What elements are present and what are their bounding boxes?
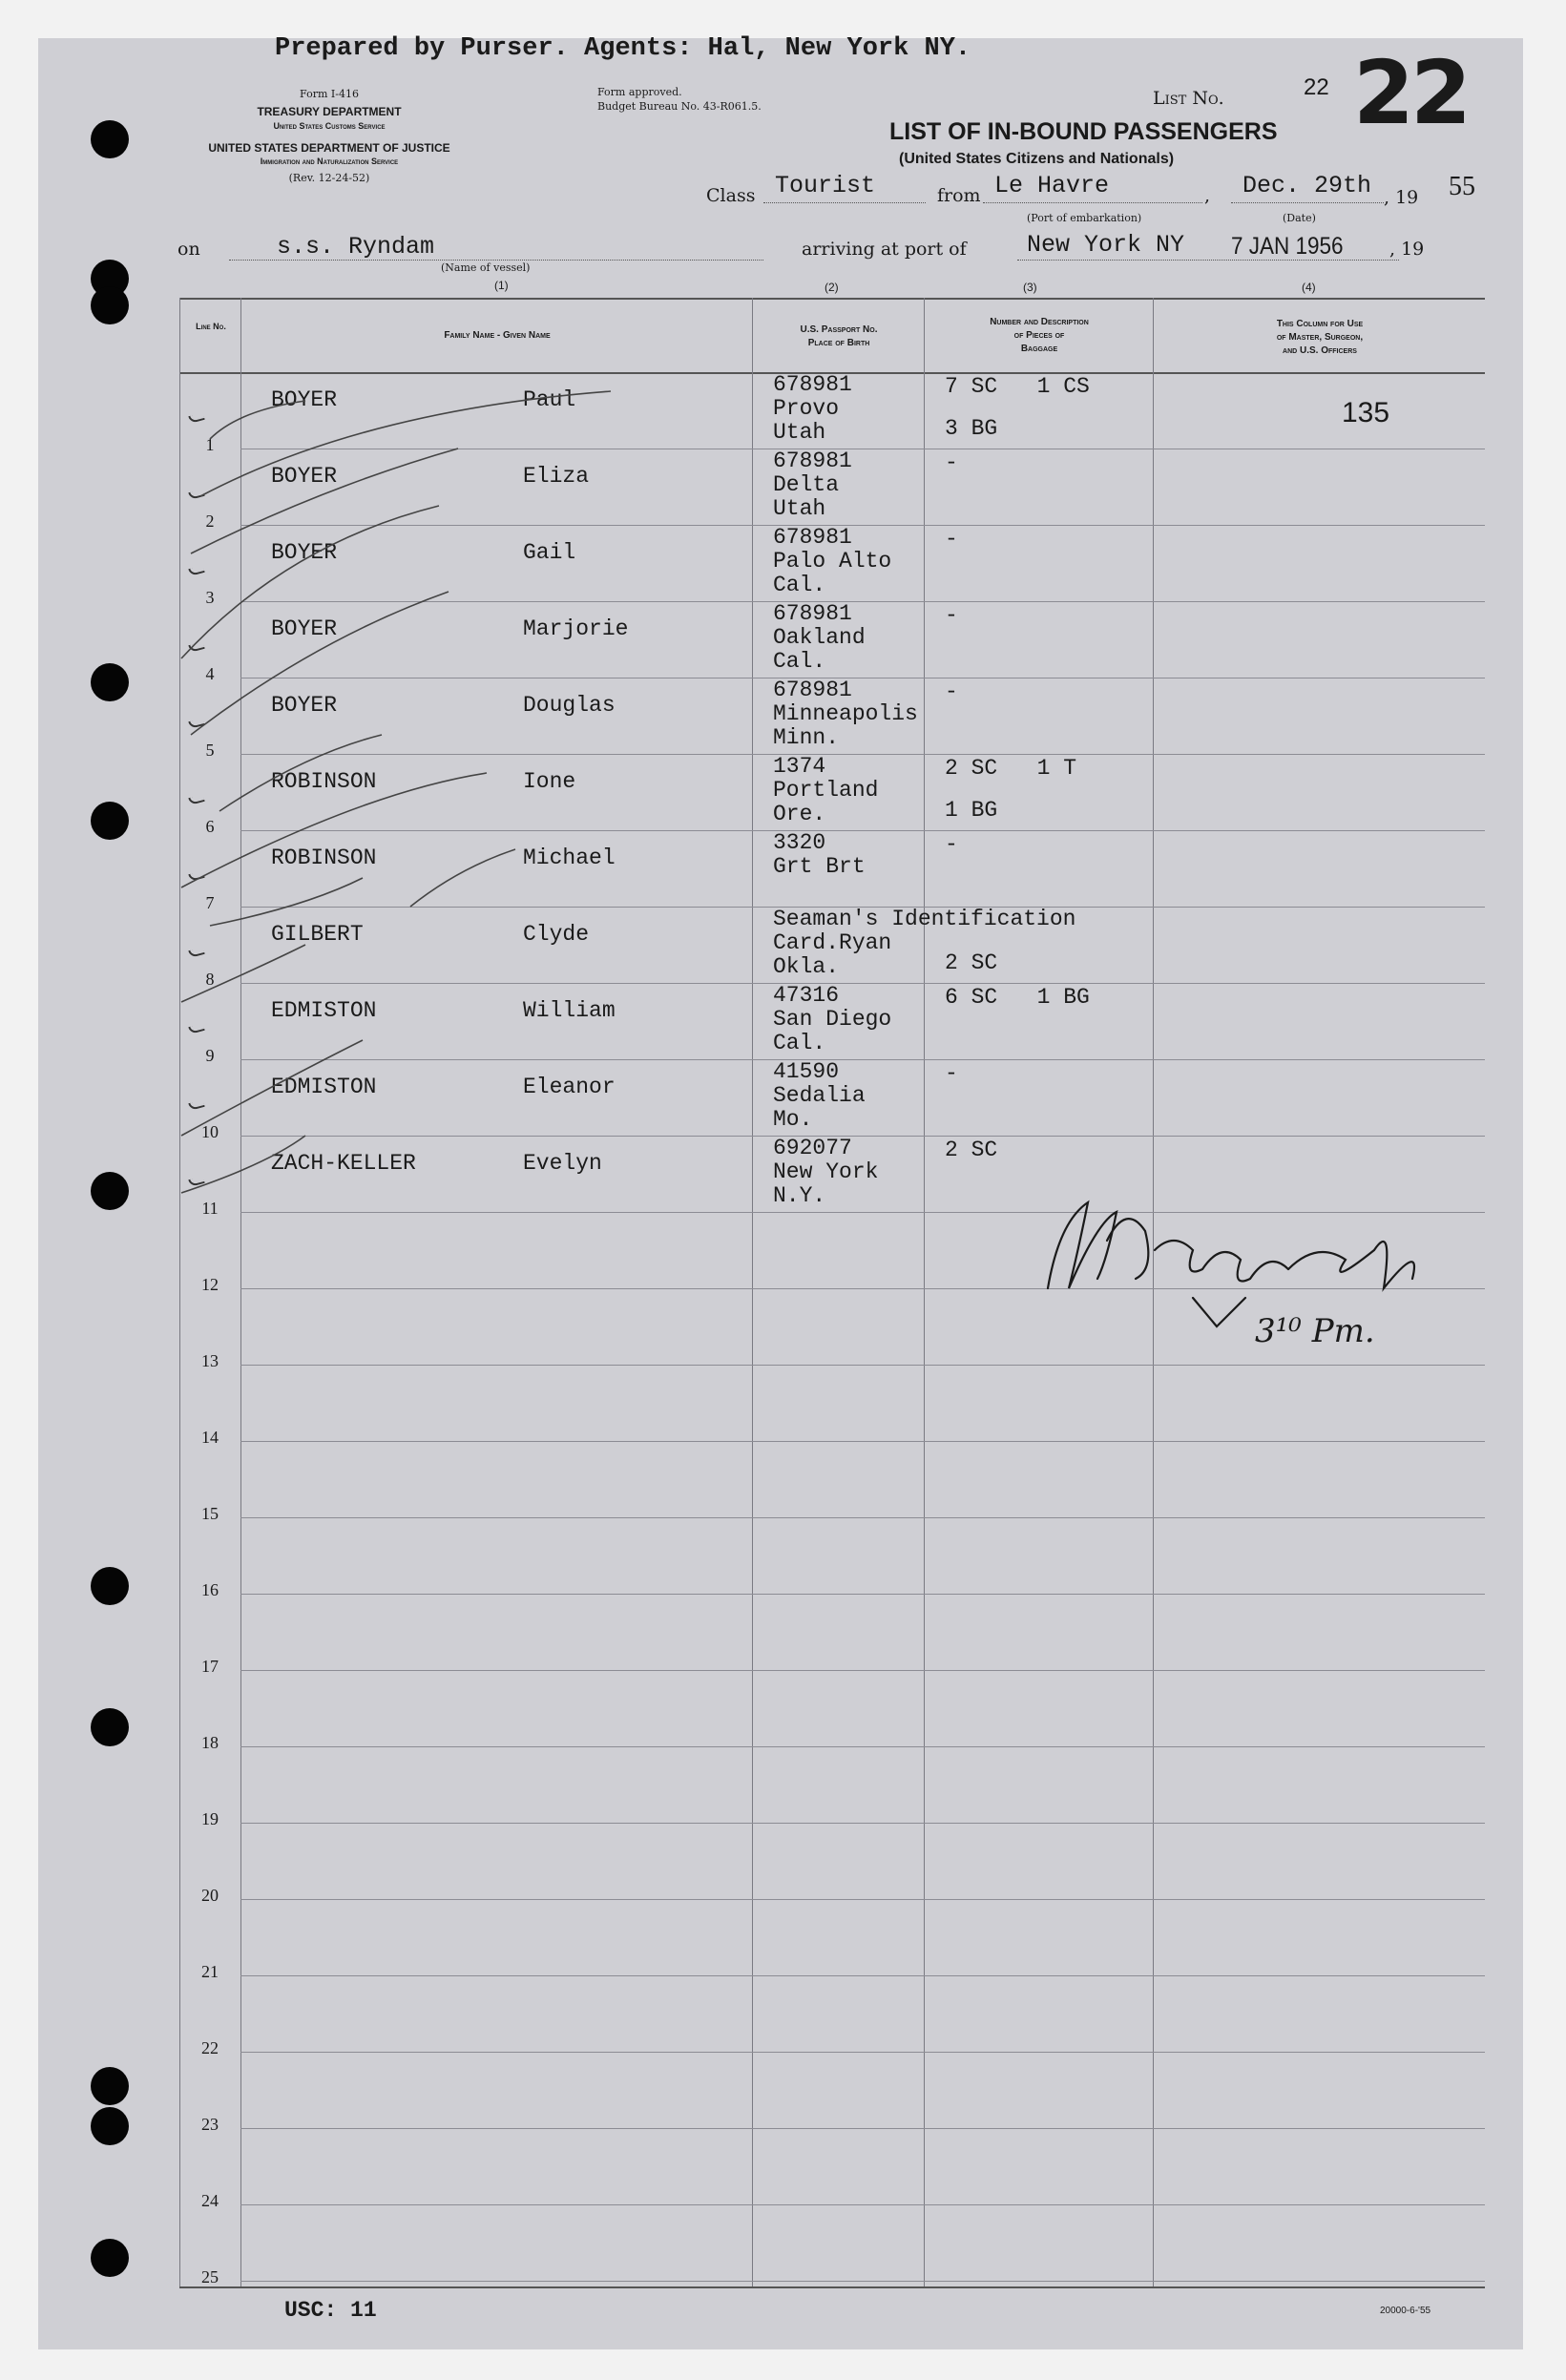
place-of-birth: Mo. [773,1107,813,1132]
line-number: 18 [201,1733,219,1752]
line-number: 7 [205,893,215,912]
row-rule [240,2204,1485,2205]
baggage-description: 2 SC [945,950,998,975]
list-no-stamp: 22 [1353,42,1469,144]
row-rule [240,1746,1485,1747]
column-number-3: (3) [1023,281,1037,294]
place-of-birth: Provo [773,396,840,421]
punch-hole [91,1567,129,1605]
given-name: Douglas [523,693,616,718]
line-number: 13 [201,1351,219,1370]
usc-code: USC: 11 [284,2298,377,2323]
family-name: ROBINSON [271,846,377,870]
place-of-birth: Utah [773,496,826,521]
line-number: 20 [201,1886,219,1905]
passport-number: 692077 [773,1136,852,1160]
document-subtitle: (United States Citizens and Nationals) [899,151,1175,167]
punch-hole [91,1172,129,1210]
passport-number: 47316 [773,983,840,1008]
column-number-2: (2) [825,281,839,294]
place-of-birth: Utah [773,420,826,445]
header-baggage-line1: Number and Description [990,317,1089,327]
row-rule [240,1823,1485,1824]
place-of-birth: N.Y. [773,1183,826,1208]
family-name: EDMISTON [271,998,377,1023]
place-of-birth: Card.Ryan [773,930,892,955]
baggage-description: - [945,450,958,475]
baggage-description: 2 SC 1 T [945,756,1077,781]
row-rule [240,1975,1485,1976]
punch-hole [91,663,129,701]
arriving-label: arriving at port of [802,239,967,260]
given-name: Marjorie [523,616,629,641]
form-approved: Form approved. [597,86,682,98]
baggage-description: - [945,832,958,857]
form-revision: (Rev. 12-24-52) [288,172,370,184]
table-bottom-border [179,2286,1485,2288]
given-name: Paul [523,387,576,412]
line-number: 3 [205,588,215,607]
family-name: ROBINSON [271,769,377,794]
given-name: Clyde [523,922,590,947]
family-name: BOYER [271,616,338,641]
embarkation-date: Dec. 29th [1242,172,1372,199]
row-rule [240,2128,1485,2129]
passport-number: 678981 [773,601,852,626]
line-number: 21 [201,1962,219,1981]
row-rule [240,1899,1485,1900]
punch-hole [91,2107,129,2145]
family-name: BOYER [271,387,338,412]
passport-number: 678981 [773,449,852,473]
header-officers-line1: This Column for Use [1276,319,1364,329]
family-name: BOYER [271,693,338,718]
vessel-name: s.s. Ryndam [277,233,435,261]
line-number: 4 [205,664,215,683]
col-divider [924,298,925,2286]
punch-hole [91,2239,129,2277]
print-code: 20000-6-'55 [1380,2306,1431,2316]
baggage-description: 6 SC 1 BG [945,985,1090,1010]
punch-hole [91,286,129,324]
budget-bureau: Budget Bureau No. 43-R061.5. [597,100,762,113]
place-of-birth: Sedalia [773,1083,866,1108]
baggage-description: - [945,1061,958,1086]
treasury-department: TREASURY DEPARTMENT [257,105,402,118]
list-no-handwritten: 22 [1304,74,1329,100]
table-top-border [179,298,1485,300]
place-of-birth: Delta [773,472,840,497]
class-value: Tourist [775,172,876,199]
line-number: 10 [201,1122,219,1141]
given-name: Michael [523,846,616,870]
class-label: Class [706,185,756,206]
port-of-embarkation: Le Havre [994,172,1110,199]
passport-number: 1374 [773,754,826,779]
row-rule [240,2281,1485,2282]
place-of-birth: Portland [773,778,879,803]
customs-service: United States Customs Service [273,121,386,131]
column-number-4: (4) [1302,281,1316,294]
passport-number: Seaman's Identification [773,907,1076,931]
line-number: 8 [205,970,215,989]
family-name: EDMISTON [271,1075,377,1099]
passport-number: 3320 [773,830,826,855]
given-name: William [523,998,616,1023]
line-number: 6 [205,817,215,836]
place-of-birth: Oakland [773,625,866,650]
place-of-birth: Ore. [773,802,826,826]
line-number: 14 [201,1428,219,1447]
given-name: Gail [523,540,576,565]
baggage-description: 3 BG [945,416,998,441]
punch-hole [91,2067,129,2105]
immigration-service: Immigration and Naturalization Service [260,157,399,166]
place-of-birth: Palo Alto [773,549,892,574]
pen-check-strokes [172,372,783,1231]
line-number: 9 [205,1046,215,1065]
form-number: Form I-416 [300,88,359,100]
baggage-description: 2 SC [945,1138,998,1162]
column-number-1: (1) [494,279,509,292]
arrival-port: New York NY [1027,231,1185,259]
family-name: BOYER [271,540,338,565]
header-line-no: Line No. [196,322,226,331]
line-number: 16 [201,1580,219,1599]
arrival-date-stamp: 7 JAN 1956 [1231,233,1344,260]
line-number: 15 [201,1504,219,1523]
list-no-label: List No. [1153,88,1224,109]
arrival-year-prefix: , 19 [1389,239,1425,260]
line-number: 23 [201,2115,219,2134]
prepared-by-line: Prepared by Purser. Agents: Hal, New York NY. [275,34,971,63]
header-officers-line2: of Master, Surgeon, [1276,332,1364,343]
year-value: 55 [1449,172,1475,201]
passport-number: 41590 [773,1059,840,1084]
place-of-birth: Minn. [773,725,840,750]
place-of-birth: Minneapolis [773,701,918,726]
baggage-description: 7 SC 1 CS [945,374,1090,399]
line-number: 17 [201,1657,219,1676]
line-number: 24 [201,2191,219,2210]
given-name: Ione [523,769,576,794]
passport-number: 678981 [773,525,852,550]
family-name: ZACH-KELLER [271,1151,416,1176]
baggage-description: - [945,527,958,552]
line-number: 19 [201,1809,219,1828]
header-baggage-line3: Baggage [1020,344,1058,354]
baggage-description: - [945,679,958,704]
row-rule [240,2052,1485,2053]
header-officers-line3: and U.S. Officers [1283,345,1357,356]
header-name: Family Name - Given Name [444,330,551,341]
baggage-description: - [945,603,958,628]
row-rule [240,1441,1485,1442]
given-name: Evelyn [523,1151,602,1176]
vessel-caption: (Name of vessel) [441,261,531,274]
line-number: 25 [201,2267,219,2286]
place-of-birth: Okla. [773,954,840,979]
header-passport-line2: Place of Birth [807,338,870,348]
department-of-justice: UNITED STATES DEPARTMENT OF JUSTICE [208,141,450,155]
header-baggage-line2: of Pieces of [1013,330,1065,341]
row-rule [240,1670,1485,1671]
row-rule [240,1594,1485,1595]
punch-hole [91,802,129,840]
line-number: 22 [201,2038,219,2057]
family-name: BOYER [271,464,338,489]
punch-hole [91,120,129,158]
line-number: 2 [205,511,215,531]
place-of-birth: Cal. [773,649,826,674]
place-of-birth: Cal. [773,573,826,597]
officer-note: 135 [1342,397,1390,428]
place-of-birth: Grt Brt [773,854,866,879]
document-title: LIST OF IN-BOUND PASSENGERS [889,118,1278,145]
punch-hole [91,1708,129,1746]
on-label: on [177,239,200,260]
place-of-birth: Cal. [773,1031,826,1055]
header-passport-line1: U.S. Passport No. [800,324,878,335]
from-label: from [937,185,981,206]
inspection-time: 3¹⁰ Pm. [1255,1312,1375,1350]
port-caption: (Port of embarkation) [1027,212,1142,224]
place-of-birth: San Diego [773,1007,892,1032]
year-prefix: , 19 [1384,187,1419,208]
line-number: 1 [205,435,215,454]
place-of-birth: New York [773,1159,879,1184]
given-name: Eliza [523,464,590,489]
row-rule [240,1517,1485,1518]
passport-number: 678981 [773,372,852,397]
given-name: Eleanor [523,1075,616,1099]
passport-number: 678981 [773,678,852,702]
comma: , [1204,185,1211,206]
line-number: 11 [201,1199,219,1218]
line-number: 12 [201,1275,219,1294]
date-caption: (Date) [1283,212,1316,224]
line-number: 5 [205,741,215,760]
family-name: GILBERT [271,922,364,947]
baggage-description: 1 BG [945,798,998,823]
